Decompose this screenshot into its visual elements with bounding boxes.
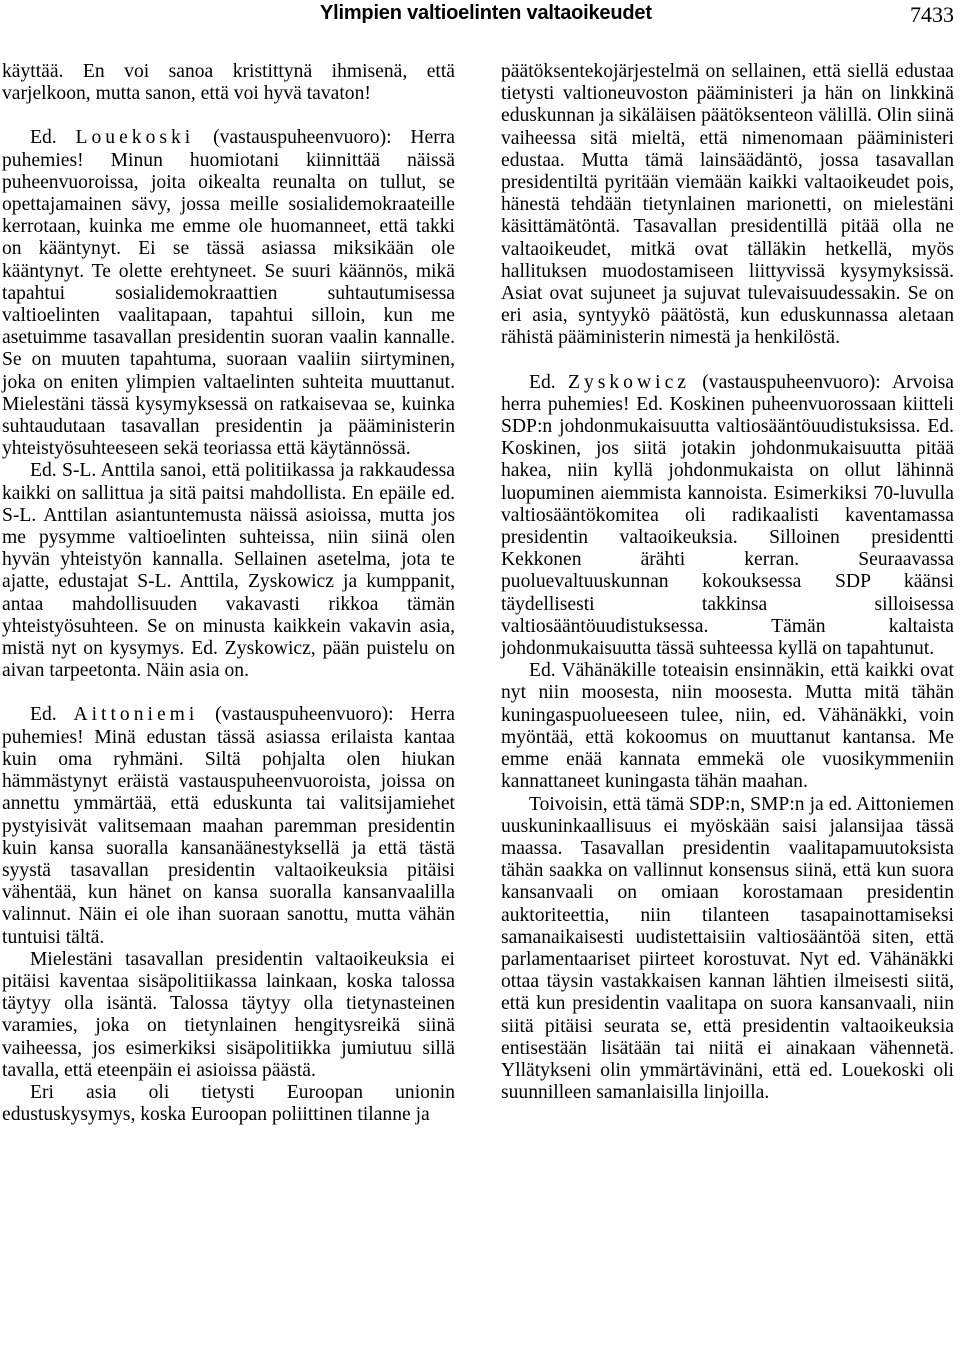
paragraph: Eri asia oli tietysti Euroopan unionin edustuskysymys, koska Euroopan poliittinen tilanne ja (2, 1081, 455, 1126)
speaker-name: Louekoski (75, 127, 195, 149)
speaker-name: Aittoniemi (73, 704, 199, 726)
paragraph: Ed. S-L. Anttila sanoi, että politiikassa ja rakkaudessa kaikki on sallittua ja sitä paitsi mahdollista. En epäile ed. S-L. Anttilan asiantuntemusta näissä asioissa, mutta jos me pysymme valtioelinten suhteissa, niin siinä olen hyvän yhteistyön kannalla. Sellainen asetelma, jota te ajatte, edustajat S-L. Anttila, Zyskowicz ja kumppanit, antaa mahdollisuuden vakavasti rikkoa tämän yhteistyösuhteen. Se on minusta kaikkein vakavin asia, mistä nyt on kysymys. Ed. Zyskowicz, pään puistelu on aivan tarpeetonta. Näin asia on. (2, 460, 455, 682)
speech-prefix: Ed. (30, 704, 74, 726)
speaker-name: Zyskowicz (567, 371, 690, 393)
running-title: Ylimpien valtioelinten valtaoikeudet (320, 2, 652, 24)
right-column (501, 61, 954, 1104)
page-number: 7433 (910, 2, 954, 27)
page-header (0, 2, 956, 30)
speech-zyskowicz (501, 372, 954, 661)
speech-text: (vastauspuheenvuoro): Herra puhemies! Minun huomiotani kiinnittää näissä puheenvuoroissa, joita oikealta reunalta on tullut, se opettajamainen sävy, jossa meille sosialidemokraateille kerrotaan, kuinka me emme ole huomanneet, että takki on kääntynyt. Ei se tässä asiassa miksikään ole kääntynyt. Te olette erehtyneet. Se suuri käännös, mikä tapahtui sosialidemokraattien suhtautumisessa valtioelinten vaalitapaan, tapahtui silloin, kun me asetuimme tasavallan presidentin suoran vaalin kannalle. Se on muuten tapahtuma, suoraan vaaliin siirtyminen, joka on eniten ylimpien valtaelinten suhteita muuttanut. Mielestäni tässä kysymyksessä on ratkaisevaa se, kuinka suhtaudutaan tasavallan presidentin ja pääministerin yhteistyösuhteeseen sekä teoriassa että käytännössä. (2, 127, 455, 460)
paragraph: päätöksentekojärjestelmä on sellainen, että siellä edustaa tietysti valtioneuvoston pääministeri ja hän on linkkinä eduskunnan ja sikäläisen päätöksenteon välillä. Olin siinä vaiheessa sitä mieltä, että nimenomaan pääministeri edustaa. Mutta tämä lainsäädäntö, jossa tasavallan presidentiltä pyritään viemään kaikki valtaoikeudet pois, hänestä tehdään tietynlainen marionetti, on mielestäni käsittämätöntä. Tasavallan presidentillä pitää olla ne valtaoikeudet, mitkä ovat tälläkin hetkellä, myös hallituksen muodostamiseen liittyvissä kysymyksissä. Asiat ovat sujuneet ja sujuvat tulevaisuudessakin. Se on eri asia, syntyykö päätöstä, kun eduskunnassa aletaan rähistä pääministerin nimestä ja henkilöstä. (501, 61, 954, 349)
speech-prefix: Ed. (30, 127, 76, 149)
left-column (2, 61, 455, 1126)
paragraph: Toivoisin, että tämä SDP:n, SMP:n ja ed. Aittoniemen uuskuninkaallisuus ei myöskään saisi jalansijaa tässä maassa. Tasavallan presidentin vaalitapamuutoksista tähän saakka on vallinnut konsensus siinä, että kun suora kansanvaali on omiaan korostamaan presidentin auktoriteettia, niin tilanteen tasapainottamiseksi samanaikaisesti uudistettaisiin valtiosääntöä siten, että parlamentaariset piirteet korostuvat. Nyt ed. Vähänäkki ottaa täysin vastakkaisen kannan lähtien ilmeisesti siitä, että kun presidentin vaalitapa on suora kansanvaali, niin siitä pitäisi seurata se, että presidentin valtaoikeuksia entisestään lisätään tai niitä ei ainakaan vähennetä. Yllätykseni olin ymmärtävinäni, että ed. Louekoski oli suunnilleen samanlaisilla linjoilla. (501, 793, 954, 1104)
speech-louekoski (2, 127, 455, 460)
speech-prefix: Ed. (529, 371, 568, 393)
paragraph: Ed. Vähänäkille toteaisin ensinnäkin, että kaikki ovat nyt niin moosesta, niin moosesta. Mutta mitä tähän kuningaspuolueeseen tulee, niin, ed. Vähänäkki, voin myöntää, että kokoomus on muuttanut kantansa. Me emme enää kannata emmekä ole vuosikymmeniin kannattaneet kuningasta tähän maahan. (501, 660, 954, 793)
speech-aittoniemi (2, 704, 455, 948)
speech-text: (vastauspuheenvuoro): Herra puhemies! Minä edustan tässä asiassa erilaista kantaa kuin oma ryhmäni. Siltä pohjalta olen hiukan hämmästynyt eräistä vastauspuheenvuoroista, joissa on annettu ymmärtää, että eduskunta tai valitsijamiehet pystyisivät valitsemaan maahan paremman presidentin kuin kansa suoralla kansanäänestyksellä ja että tästä syystä tasavallan presidentin valtaoikeuksia pitäisi vähentää, kun hänet on kansa suoralla kansanvaalilla valinnut. Näin ei ole ihan suoraan sanottu, mutta vähän tuntuisi tältä. (2, 704, 455, 948)
paragraph: Mielestäni tasavallan presidentin valtaoikeuksia ei pitäisi kaventaa sisäpolitiikassa lainkaan, koska talossa täytyy olla isäntä. Talossa täytyy olla tietynasteinen varamies, joka on tietynlainen hengitysreikä siinä vaiheessa, jos esimerkiksi sisäpolitiikka jumiutuu sillä tavalla, että eteenpäin ei asioissa päästä. (2, 948, 455, 1081)
paragraph: käyttää. En voi sanoa kristittynä ihmisenä, että varjelkoon, mutta sanon, että voi hyvä tavaton! (2, 61, 455, 105)
speech-text: (vastauspuheenvuoro): Arvoisa herra puhemies! Ed. Koskinen puheenvuorossaan kiitteli SDP:n johdonmukaisuutta valtiosääntöuudistuksissa. Ed. Koskinen, jos siitä jotakin johdonmukaisuutta pitää hakea, niin kyllä johdonmukaista on ollut lähinnä luopuminen aiemmista kannoista. Esimerkiksi 70-luvulla valtiosääntökomitea oli radikaalisti kaventamassa presidentin valtaoikeuksia. Silloinen presidentti Kekkonen ärähti kerran. Seuraavassa puoluevaltuuskunnan kokouksessa SDP käänsi täydellisesti takkinsa silloisessa valtiosääntöuudistuksessa. Tämän kaltaista johdonmukaisuutta tässä suhteessa kyllä on tapahtunut. (501, 371, 955, 660)
